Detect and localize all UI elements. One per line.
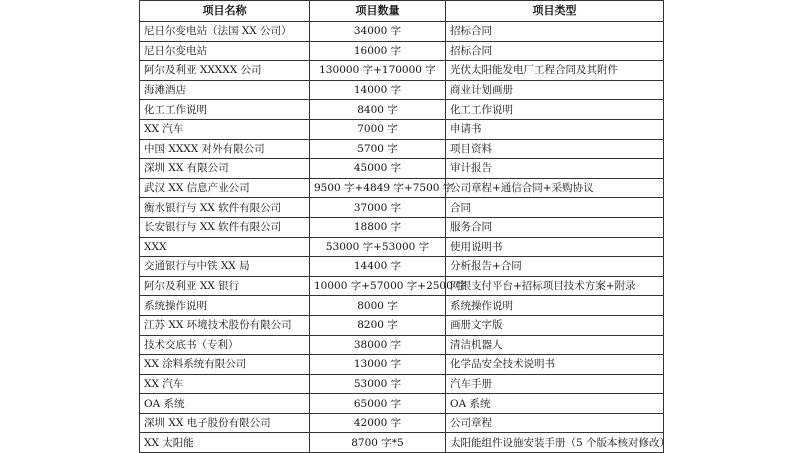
cell-project-name: 江苏 XX 环境技术股份有限公司 <box>140 315 310 335</box>
cell-project-quantity: 8700 字*5 <box>310 433 446 453</box>
cell-project-quantity: 53000 字+53000 字 <box>310 237 446 257</box>
cell-project-quantity: 130000 字+170000 字 <box>310 61 446 81</box>
table-row <box>140 198 664 218</box>
cell-project-name: 衡水银行与 XX 软件有限公司 <box>140 198 310 218</box>
cell-project-type: 公司章程 <box>446 413 664 433</box>
cell-project-name: XXX <box>140 237 310 257</box>
cell-project-type: 分析报告+合同 <box>446 257 664 277</box>
cell-project-type: 网银支付平台+招标项目技术方案+附录 <box>446 276 664 296</box>
table-row <box>140 217 664 237</box>
cell-project-quantity: 53000 字 <box>310 374 446 394</box>
cell-project-name: 深圳 XX 电子股份有限公司 <box>140 413 310 433</box>
table-row <box>140 374 664 394</box>
cell-project-quantity: 34000 字 <box>310 22 446 42</box>
cell-project-type: 太阳能组件设施安装手册（5 个版本核对修改） <box>446 433 664 453</box>
cell-project-type: 申请书 <box>446 119 664 139</box>
table-header <box>140 1 664 22</box>
cell-project-quantity: 42000 字 <box>310 413 446 433</box>
cell-project-name: 化工工作说明 <box>140 100 310 120</box>
table-row <box>140 257 664 277</box>
table-row <box>140 296 664 316</box>
cell-project-quantity: 65000 字 <box>310 394 446 414</box>
cell-project-quantity: 37000 字 <box>310 198 446 218</box>
cell-project-quantity: 8400 字 <box>310 100 446 120</box>
cell-project-type: 招标合同 <box>446 41 664 61</box>
cell-project-type: OA 系统 <box>446 394 664 414</box>
table-row <box>140 394 664 414</box>
header-project-type: 项目类型 <box>446 1 664 22</box>
table-row <box>140 178 664 198</box>
table-row <box>140 315 664 335</box>
cell-project-quantity: 14000 字 <box>310 80 446 100</box>
cell-project-quantity: 16000 字 <box>310 41 446 61</box>
cell-project-name: XX 涂料系统有限公司 <box>140 355 310 375</box>
cell-project-type: 光伏太阳能发电厂工程合同及其附件 <box>446 61 664 81</box>
cell-project-name: 技术交底书（专利） <box>140 335 310 355</box>
cell-project-name: 尼日尔变电站（法国 XX 公司） <box>140 22 310 42</box>
cell-project-name: XX 汽车 <box>140 374 310 394</box>
table-row <box>140 413 664 433</box>
table-row <box>140 61 664 81</box>
cell-project-type: 化工工作说明 <box>446 100 664 120</box>
cell-project-quantity: 9500 字+4849 字+7500 字 <box>310 178 446 198</box>
cell-project-type: 商业计划画册 <box>446 80 664 100</box>
table-row <box>140 100 664 120</box>
table-body <box>140 22 671 453</box>
table-row <box>140 433 664 453</box>
cell-project-type: 汽车手册 <box>446 374 664 394</box>
cell-project-name: 交通银行与中铁 XX 局 <box>140 257 310 277</box>
table-row <box>140 159 664 179</box>
cell-project-name: 阿尔及利亚 XXXXX 公司 <box>140 61 310 81</box>
cell-project-type: 化学品安全技术说明书 <box>446 355 664 375</box>
cell-project-type: 公司章程+通信合同+采购协议 <box>446 178 664 198</box>
cell-project-quantity: 8000 字 <box>310 296 446 316</box>
table-row <box>140 139 664 159</box>
cell-project-name: 深圳 XX 有限公司 <box>140 159 310 179</box>
cell-project-quantity: 18800 字 <box>310 217 446 237</box>
cell-project-type: 审计报告 <box>446 159 664 179</box>
cell-project-name: 长安银行与 XX 软件有限公司 <box>140 217 310 237</box>
cell-project-quantity: 45000 字 <box>310 159 446 179</box>
cell-project-quantity: 13000 字 <box>310 355 446 375</box>
table-row <box>140 22 664 42</box>
table-row <box>140 355 664 375</box>
header-row <box>140 1 664 22</box>
header-project-quantity: 项目数量 <box>310 1 446 22</box>
cell-project-name: 武汉 XX 信息产业公司 <box>140 178 310 198</box>
cell-project-name: 阿尔及利亚 XX 银行 <box>140 276 310 296</box>
cell-project-name: 尼日尔变电站 <box>140 41 310 61</box>
table-row <box>140 41 664 61</box>
cell-project-type: 招标合同 <box>446 22 664 42</box>
cell-project-type: 使用说明书 <box>446 237 664 257</box>
table-row <box>140 237 664 257</box>
cell-project-quantity: 8200 字 <box>310 315 446 335</box>
header-project-name: 项目名称 <box>140 1 310 22</box>
cell-project-quantity: 38000 字 <box>310 335 446 355</box>
cell-project-type: 清洁机器人 <box>446 335 664 355</box>
cell-project-name: 中国 XXXX 对外有限公司 <box>140 139 310 159</box>
cell-project-name: OA 系统 <box>140 394 310 414</box>
table-row <box>140 119 664 139</box>
cell-project-name: 海滩酒店 <box>140 80 310 100</box>
cell-project-name: 系统操作说明 <box>140 296 310 316</box>
project-table <box>139 0 671 453</box>
cell-project-quantity: 7000 字 <box>310 119 446 139</box>
cell-project-name: XX 太阳能 <box>140 433 310 453</box>
table-row <box>140 276 664 296</box>
table-row <box>140 80 664 100</box>
cell-project-quantity: 14400 字 <box>310 257 446 277</box>
cell-project-quantity: 5700 字 <box>310 139 446 159</box>
cell-project-type: 画册文字版 <box>446 315 664 335</box>
cell-project-name: XX 汽车 <box>140 119 310 139</box>
cell-project-type: 系统操作说明 <box>446 296 664 316</box>
cell-project-quantity: 10000 字+57000 字+2500 字 <box>310 276 446 296</box>
cell-project-type: 项目资料 <box>446 139 664 159</box>
table-row <box>140 335 664 355</box>
cell-project-type: 合同 <box>446 198 664 218</box>
cell-project-type: 服务合同 <box>446 217 664 237</box>
document-page <box>139 0 671 453</box>
